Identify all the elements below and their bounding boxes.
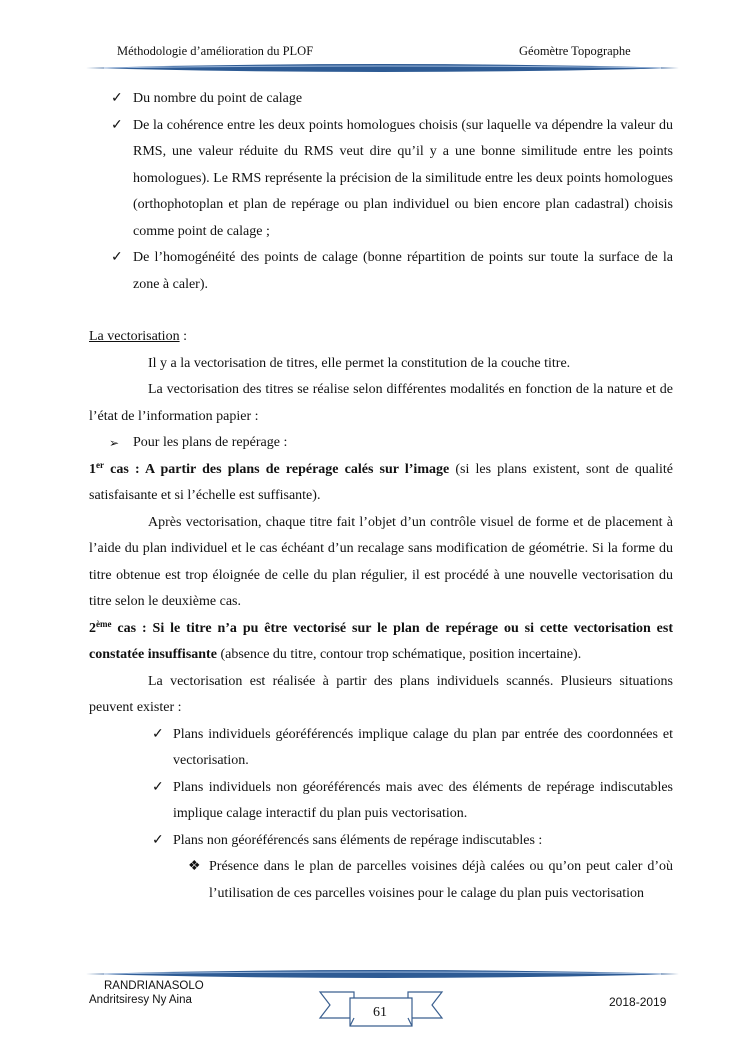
check-icon: ✓ [152, 779, 164, 795]
diamond-list-item: ❖ Présence dans le plan de parcelles voisines déjà calées ou qu’on peut caler d’où l’utilisation de ces parcelles voisines pour le calage du plan puis vectorisation [89, 854, 673, 907]
page-content [89, 86, 673, 907]
paragraph: La vectorisation des titres se réalise selon différentes modalités en fonction de la nature et de l’état de l’information papier : [89, 382, 673, 424]
sub-list-item: ✓ Plans individuels géoréférencés implique calage du plan par entrée des coordonnées et vectorisation. [89, 722, 673, 775]
check-icon: ✓ [152, 832, 164, 848]
check-icon: ✓ [152, 726, 164, 742]
paragraph: Il y a la vectorisation de titres, elle permet la constitution de la couche titre. [148, 355, 571, 371]
sub-list-item: ✓ Plans individuels non géoréférencés mais avec des éléments de repérage indiscutables implique calage interactif du plan puis vectorisation. [89, 775, 673, 828]
section-heading: La vectorisation : [89, 329, 187, 344]
check-icon: ✓ [111, 250, 123, 265]
sub-list-item: ✓ Plans non géoréférencés sans éléments de repérage indiscutables : [89, 828, 673, 855]
header-rule [84, 62, 681, 74]
footer-author-surname: RANDRIANASOLO [104, 980, 204, 992]
arrow-bullet-icon: ➢ [109, 436, 120, 450]
footer-author-given-name: Andritsiresy Ny Aina [89, 994, 192, 1006]
list-item: ✓ De la cohérence entre les deux points homologues choisis (sur laquelle va dépendre la valeur du RMS, une valeur réduite du RMS veut dire qu’il y a une bonne similitude entre les points homologues). Le RMS représente la précision de la similitude entre les deux points homologues (orthophotoplan et plan de repérage ou plan individuel ou bien encore plan cadastral) choisis comme point de calage ; [89, 113, 673, 246]
diamond-bullet-icon: ❖ [188, 859, 201, 874]
check-icon: ✓ [111, 117, 123, 133]
page-number: 61 [373, 1005, 387, 1020]
case-1-paragraph: 1er cas : A partir des plans de repérage calés sur l’image (si les plans existent, sont de qualité satisfaisante et si l’échelle est suffisante). [89, 459, 673, 503]
footer-rule [84, 968, 681, 980]
paragraph: La vectorisation est réalisée à partir des plans individuels scannés. Plusieurs situations peuvent exister : [89, 673, 673, 715]
footer-academic-year: 2018-2019 [609, 995, 667, 1009]
header-document-title: Méthodologie d’amélioration du PLOF [117, 44, 314, 58]
list-item: ✓ De l’homogénéité des points de calage (bonne répartition de points sur toute la surface de la zone à caler). [89, 245, 673, 298]
list-item: ✓ Du nombre du point de calage [89, 86, 673, 113]
case-2-paragraph: 2ème cas : Si le titre n’a pu être vectorisé sur le plan de repérage ou si cette vectorisation est constatée insuffisante (absence du titre, contour trop schématique, position incertaine). [89, 618, 673, 662]
arrow-list-item: ➢ Pour les plans de repérage : [89, 430, 673, 457]
check-icon: ✓ [111, 91, 123, 106]
header-profession: Géomètre Topographe [519, 44, 631, 58]
paragraph: Après vectorisation, chaque titre fait l’objet d’un contrôle visuel de forme et de placement à l’aide du plan individuel et le cas échéant d’un recalage sans modification de géométrie. Si la forme du titre obtenue est trop éloignée de celle du plan régulier, il est procédé à une nouvelle vectorisation du titre selon le deuxième cas. [89, 514, 673, 609]
